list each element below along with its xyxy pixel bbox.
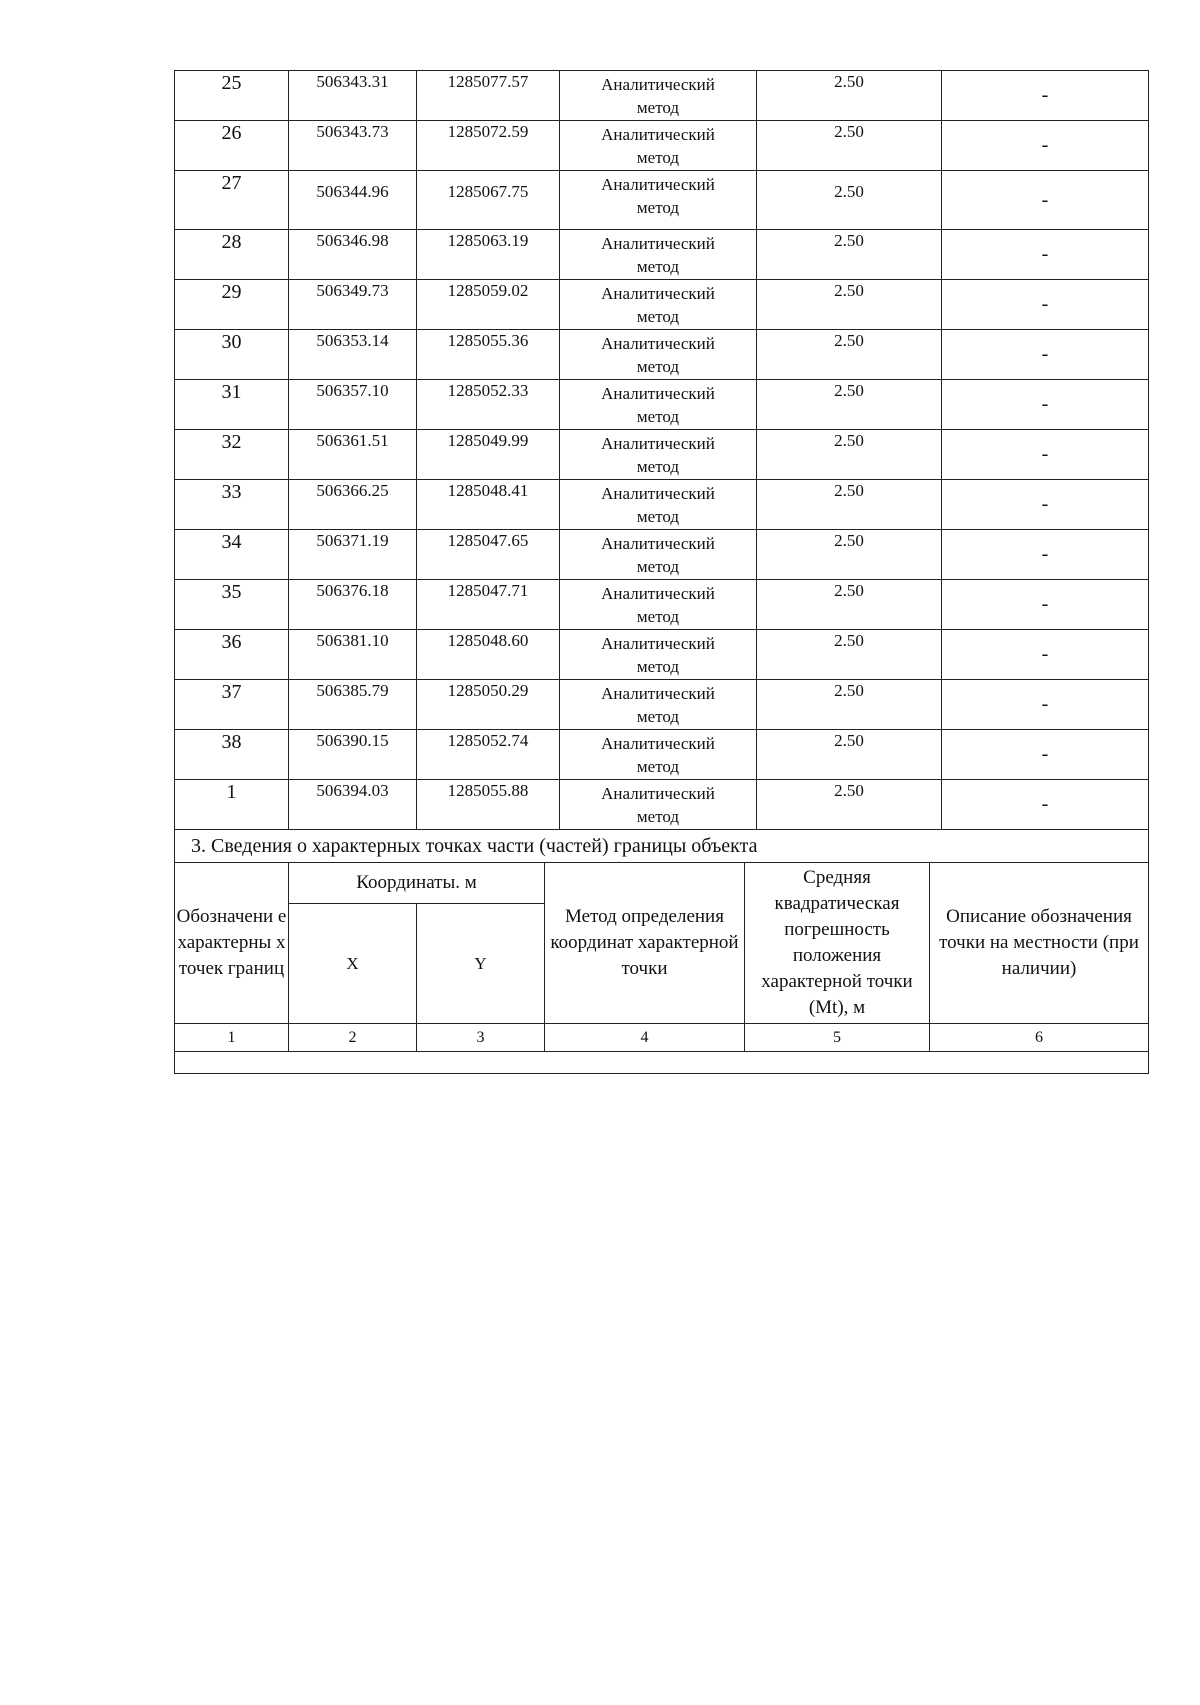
coordinate-x: 506371.19 (289, 530, 417, 580)
point-number: 31 (175, 380, 289, 430)
method-line: Аналитический (601, 175, 715, 194)
point-description: - (942, 430, 1149, 480)
mean-error: 2.50 (757, 430, 942, 480)
point-number: 37 (175, 680, 289, 730)
point-description: - (942, 730, 1149, 780)
method-cell (560, 71, 757, 121)
method-line: Аналитический (601, 125, 715, 144)
coordinate-x: 506390.15 (289, 730, 417, 780)
coordinate-y: 1285055.36 (417, 330, 560, 380)
table-row (175, 71, 1149, 121)
method-line: метод (636, 307, 680, 326)
table-row (175, 171, 1149, 230)
method-line: метод (636, 557, 680, 576)
method-line: метод (636, 607, 680, 626)
coordinate-y: 1285048.60 (417, 630, 560, 680)
method-line: Аналитический (601, 784, 715, 803)
document-page (174, 70, 1148, 1074)
coordinate-y: 1285047.65 (417, 530, 560, 580)
method-cell (560, 171, 757, 230)
point-description: - (942, 280, 1149, 330)
empty-row (175, 1052, 1149, 1074)
coordinate-y: 1285055.88 (417, 780, 560, 830)
coordinate-y: 1285077.57 (417, 71, 560, 121)
method-line: Аналитический (601, 684, 715, 703)
point-number: 35 (175, 580, 289, 630)
mean-error: 2.50 (757, 380, 942, 430)
table-row (175, 580, 1149, 630)
column-index: 2 (289, 1024, 417, 1052)
method-line: метод (636, 757, 680, 776)
mean-error: 2.50 (757, 171, 942, 230)
coordinate-x: 506385.79 (289, 680, 417, 730)
method-line: Аналитический (601, 334, 715, 353)
method-line: Аналитический (601, 634, 715, 653)
header-coords: Координаты. м (289, 863, 545, 904)
coordinate-x: 506346.98 (289, 230, 417, 280)
header-error: Средняя квадратическая погрешность положения характерной точки (Mt), м (745, 863, 930, 1024)
method-cell (560, 680, 757, 730)
method-line: Аналитический (601, 534, 715, 553)
table-row (175, 480, 1149, 530)
method-line: Аналитический (601, 75, 715, 94)
coordinate-y: 1285059.02 (417, 280, 560, 330)
point-number: 26 (175, 121, 289, 171)
point-number: 28 (175, 230, 289, 280)
point-number: 38 (175, 730, 289, 780)
table-row (175, 380, 1149, 430)
method-cell (560, 380, 757, 430)
section3-table (174, 830, 1149, 1074)
table-row (175, 730, 1149, 780)
method-line: метод (636, 98, 680, 117)
method-cell (560, 230, 757, 280)
method-cell (560, 430, 757, 480)
table-row (175, 780, 1149, 830)
method-cell (560, 280, 757, 330)
coordinate-y: 1285049.99 (417, 430, 560, 480)
header-designation: Обозначени е характерны х точек границ (175, 863, 289, 1024)
method-cell (560, 730, 757, 780)
table-row (175, 121, 1149, 171)
point-number: 29 (175, 280, 289, 330)
point-description: - (942, 480, 1149, 530)
coordinate-y: 1285047.71 (417, 580, 560, 630)
method-line: метод (636, 148, 680, 167)
method-line: Аналитический (601, 734, 715, 753)
method-cell (560, 480, 757, 530)
method-cell (560, 330, 757, 380)
table-row (175, 530, 1149, 580)
point-description: - (942, 530, 1149, 580)
header-method: Метод определения координат характерной точки (545, 863, 745, 1024)
point-description: - (942, 380, 1149, 430)
section3-title: 3. Сведения о характерных точках части (частей) границы объекта (175, 830, 1149, 863)
point-description: - (942, 630, 1149, 680)
coordinate-x: 506353.14 (289, 330, 417, 380)
point-description: - (942, 71, 1149, 121)
point-number: 36 (175, 630, 289, 680)
method-cell (560, 780, 757, 830)
point-description: - (942, 780, 1149, 830)
method-line: Аналитический (601, 284, 715, 303)
mean-error: 2.50 (757, 530, 942, 580)
method-line: метод (636, 507, 680, 526)
point-description: - (942, 330, 1149, 380)
point-description: - (942, 121, 1149, 171)
mean-error: 2.50 (757, 780, 942, 830)
method-line: метод (636, 198, 680, 217)
method-line: метод (636, 657, 680, 676)
coordinate-x: 506394.03 (289, 780, 417, 830)
table-row (175, 680, 1149, 730)
mean-error: 2.50 (757, 330, 942, 380)
mean-error: 2.50 (757, 230, 942, 280)
mean-error: 2.50 (757, 730, 942, 780)
method-line: метод (636, 457, 680, 476)
column-index: 4 (545, 1024, 745, 1052)
coordinate-y: 1285052.74 (417, 730, 560, 780)
point-number: 30 (175, 330, 289, 380)
method-line: метод (636, 407, 680, 426)
table-row (175, 330, 1149, 380)
mean-error: 2.50 (757, 630, 942, 680)
method-line: метод (636, 257, 680, 276)
method-line: Аналитический (601, 384, 715, 403)
coordinate-x: 506343.31 (289, 71, 417, 121)
boundary-points-body (175, 71, 1149, 830)
coordinate-x: 506343.73 (289, 121, 417, 171)
method-line: Аналитический (601, 584, 715, 603)
mean-error: 2.50 (757, 680, 942, 730)
coordinate-y: 1285072.59 (417, 121, 560, 171)
point-number: 32 (175, 430, 289, 480)
table-row (175, 280, 1149, 330)
point-description: - (942, 580, 1149, 630)
method-cell (560, 630, 757, 680)
coordinate-y: 1285052.33 (417, 380, 560, 430)
method-line: метод (636, 357, 680, 376)
boundary-points-table (174, 70, 1149, 830)
method-line: метод (636, 807, 680, 826)
coordinate-y: 1285050.29 (417, 680, 560, 730)
coordinate-x: 506366.25 (289, 480, 417, 530)
method-cell (560, 121, 757, 171)
mean-error: 2.50 (757, 580, 942, 630)
coordinate-x: 506344.96 (289, 171, 417, 230)
mean-error: 2.50 (757, 480, 942, 530)
table-row (175, 430, 1149, 480)
method-cell (560, 580, 757, 630)
coordinate-x: 506349.73 (289, 280, 417, 330)
mean-error: 2.50 (757, 280, 942, 330)
column-index: 5 (745, 1024, 930, 1052)
method-line: Аналитический (601, 434, 715, 453)
point-description: - (942, 680, 1149, 730)
coordinate-x: 506381.10 (289, 630, 417, 680)
coordinate-y: 1285048.41 (417, 480, 560, 530)
coordinate-x: 506357.10 (289, 380, 417, 430)
method-cell (560, 530, 757, 580)
point-number: 25 (175, 71, 289, 121)
table-row (175, 630, 1149, 680)
header-description: Описание обозначения точки на местности (при наличии) (930, 863, 1149, 1024)
point-number: 34 (175, 530, 289, 580)
method-line: метод (636, 707, 680, 726)
mean-error: 2.50 (757, 71, 942, 121)
point-description: - (942, 171, 1149, 230)
coordinate-x: 506361.51 (289, 430, 417, 480)
coordinate-x: 506376.18 (289, 580, 417, 630)
column-index: 6 (930, 1024, 1149, 1052)
coordinate-y: 1285063.19 (417, 230, 560, 280)
point-number: 1 (175, 780, 289, 830)
header-y: Y (417, 904, 545, 1024)
table-row (175, 230, 1149, 280)
method-line: Аналитический (601, 484, 715, 503)
point-number: 33 (175, 480, 289, 530)
mean-error: 2.50 (757, 121, 942, 171)
header-x: X (289, 904, 417, 1024)
column-index: 1 (175, 1024, 289, 1052)
point-description: - (942, 230, 1149, 280)
column-index: 3 (417, 1024, 545, 1052)
method-line: Аналитический (601, 234, 715, 253)
coordinate-y: 1285067.75 (417, 171, 560, 230)
point-number: 27 (175, 171, 289, 230)
